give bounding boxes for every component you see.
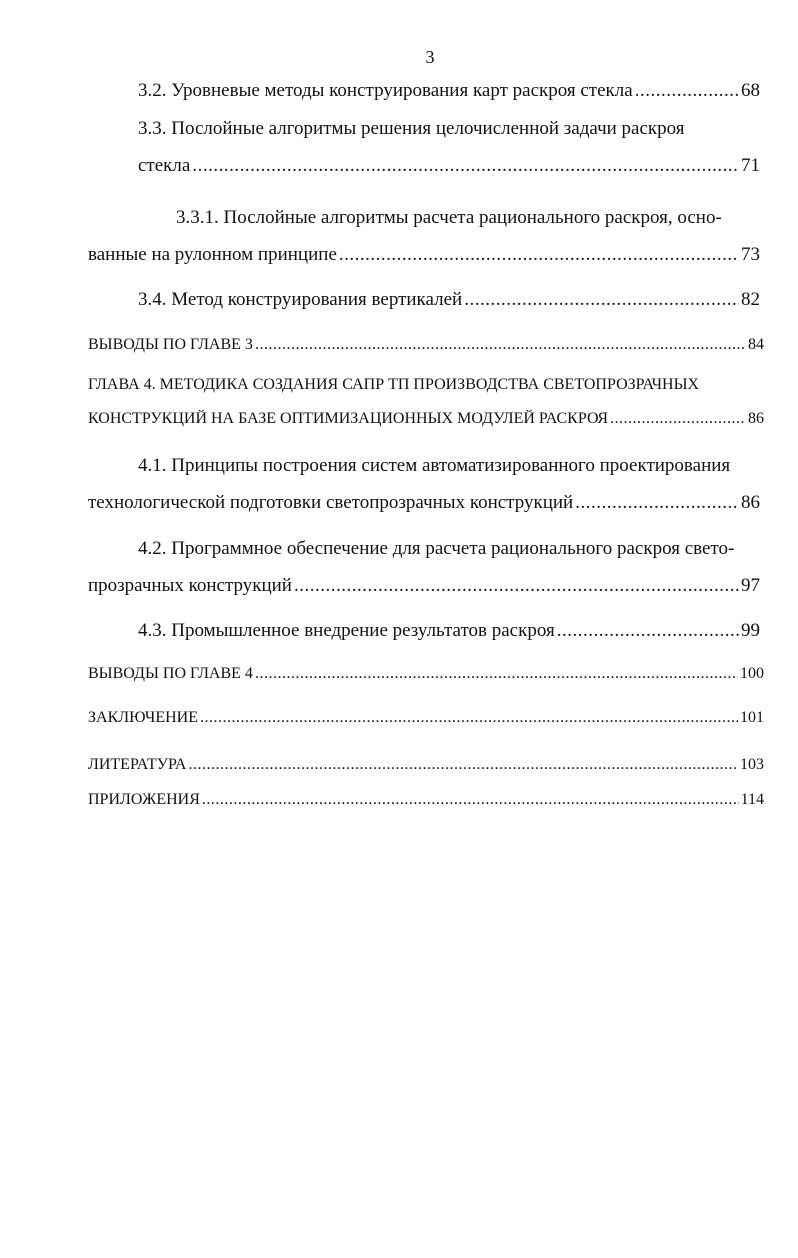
toc-entry-conclusions-4[interactable] bbox=[88, 665, 764, 691]
toc-entry-page: 99 bbox=[741, 620, 760, 641]
toc-entry-title: 3.4. Метод конструирования вертикалей bbox=[138, 289, 463, 310]
toc-entry-page: 71 bbox=[741, 155, 760, 176]
dot-leader bbox=[635, 80, 739, 102]
toc-entry-page: 86 bbox=[741, 492, 760, 513]
toc-entry-title: ВЫВОДЫ ПО ГЛАВЕ 4 bbox=[88, 665, 253, 682]
toc-entry-3-3-1-line1[interactable] bbox=[176, 207, 760, 233]
toc-entry-title: ГЛАВА 4. МЕТОДИКА СОЗДАНИЯ САПР ТП ПРОИЗВОДСТВА СВЕТОПРОЗРАЧНЫХ bbox=[88, 376, 700, 393]
toc-entry-title: 4.3. Промышленное внедрение результатов раскроя bbox=[138, 620, 555, 641]
toc-entry-chapter-4-line1[interactable] bbox=[88, 376, 764, 402]
toc-entry-conclusion[interactable] bbox=[88, 709, 764, 735]
toc-entry-page: 101 bbox=[740, 709, 764, 726]
dot-leader bbox=[294, 575, 739, 597]
toc-entry-3-4[interactable] bbox=[138, 289, 760, 315]
toc-entry-title-cont: стекла bbox=[138, 155, 191, 176]
toc-entry-4-1-line1[interactable] bbox=[138, 455, 760, 481]
dot-leader bbox=[464, 289, 739, 311]
toc-entry-conclusions-3[interactable] bbox=[88, 336, 764, 362]
toc-entry-title-cont: технологической подготовки светопрозрачных конструкций bbox=[88, 492, 574, 513]
dot-leader bbox=[255, 336, 746, 354]
toc-entry-4-3[interactable] bbox=[138, 620, 760, 646]
toc-entry-4-2-line1[interactable] bbox=[138, 538, 760, 564]
dot-leader bbox=[610, 410, 746, 428]
toc-entry-3-3-line1[interactable] bbox=[138, 118, 760, 144]
dot-leader bbox=[192, 155, 739, 177]
toc-entry-page: 97 bbox=[741, 575, 760, 596]
toc-entry-appendices[interactable] bbox=[88, 791, 764, 817]
toc-entry-title-cont: ванные на рулонном принципе bbox=[88, 244, 337, 265]
toc-entry-page: 84 bbox=[748, 336, 764, 353]
toc-entry-page: 73 bbox=[741, 244, 760, 265]
toc-entry-title: ЗАКЛЮЧЕНИЕ bbox=[88, 709, 198, 726]
dot-leader bbox=[200, 709, 738, 727]
dot-leader bbox=[188, 756, 738, 774]
toc-entry-page: 114 bbox=[740, 791, 764, 808]
toc-entry-title: ПРИЛОЖЕНИЯ bbox=[88, 791, 200, 808]
toc-entry-title: ЛИТЕРАТУРА bbox=[88, 756, 187, 773]
toc-entry-title-cont: прозрачных конструкций bbox=[88, 575, 292, 596]
toc-entry-4-1-line2[interactable] bbox=[88, 492, 760, 518]
toc-entry-title: ВЫВОДЫ ПО ГЛАВЕ 3 bbox=[88, 336, 253, 353]
toc-entry-title: 3.3. Послойные алгоритмы решения целочисленной задачи раскроя bbox=[138, 118, 685, 139]
toc-entry-3-3-line2[interactable] bbox=[138, 155, 760, 181]
toc-entry-3-2[interactable] bbox=[138, 80, 760, 106]
toc-entry-title: 4.2. Программное обеспечение для расчета рационального раскроя свето- bbox=[138, 538, 735, 559]
toc-entry-chapter-4-line2[interactable] bbox=[88, 410, 764, 436]
dot-leader bbox=[557, 620, 739, 642]
page-number: 3 bbox=[425, 47, 435, 67]
toc-entry-page: 103 bbox=[740, 756, 764, 773]
toc-entry-page: 68 bbox=[741, 80, 760, 101]
toc-entry-page: 100 bbox=[740, 665, 764, 682]
dot-leader bbox=[339, 244, 739, 266]
dot-leader bbox=[202, 791, 739, 809]
toc-entry-title: 3.2. Уровневые методы конструирования карт раскроя стекла bbox=[138, 80, 633, 101]
toc-entry-4-2-line2[interactable] bbox=[88, 575, 760, 601]
toc-entry-references[interactable] bbox=[88, 756, 764, 782]
dot-leader bbox=[575, 492, 739, 514]
dot-leader bbox=[255, 665, 738, 683]
toc-entry-title: 3.3.1. Послойные алгоритмы расчета рационального раскроя, осно- bbox=[176, 207, 722, 228]
toc-entry-title-cont: КОНСТРУКЦИЙ НА БАЗЕ ОПТИМИЗАЦИОННЫХ МОДУЛЕЙ РАСКРОЯ bbox=[88, 410, 609, 427]
toc-entry-page: 86 bbox=[748, 410, 764, 427]
toc-entry-title: 4.1. Принципы построения систем автоматизированного проектирования bbox=[138, 455, 731, 476]
toc-entry-3-3-1-line2[interactable] bbox=[88, 244, 760, 270]
toc-entry-page: 82 bbox=[741, 289, 760, 310]
